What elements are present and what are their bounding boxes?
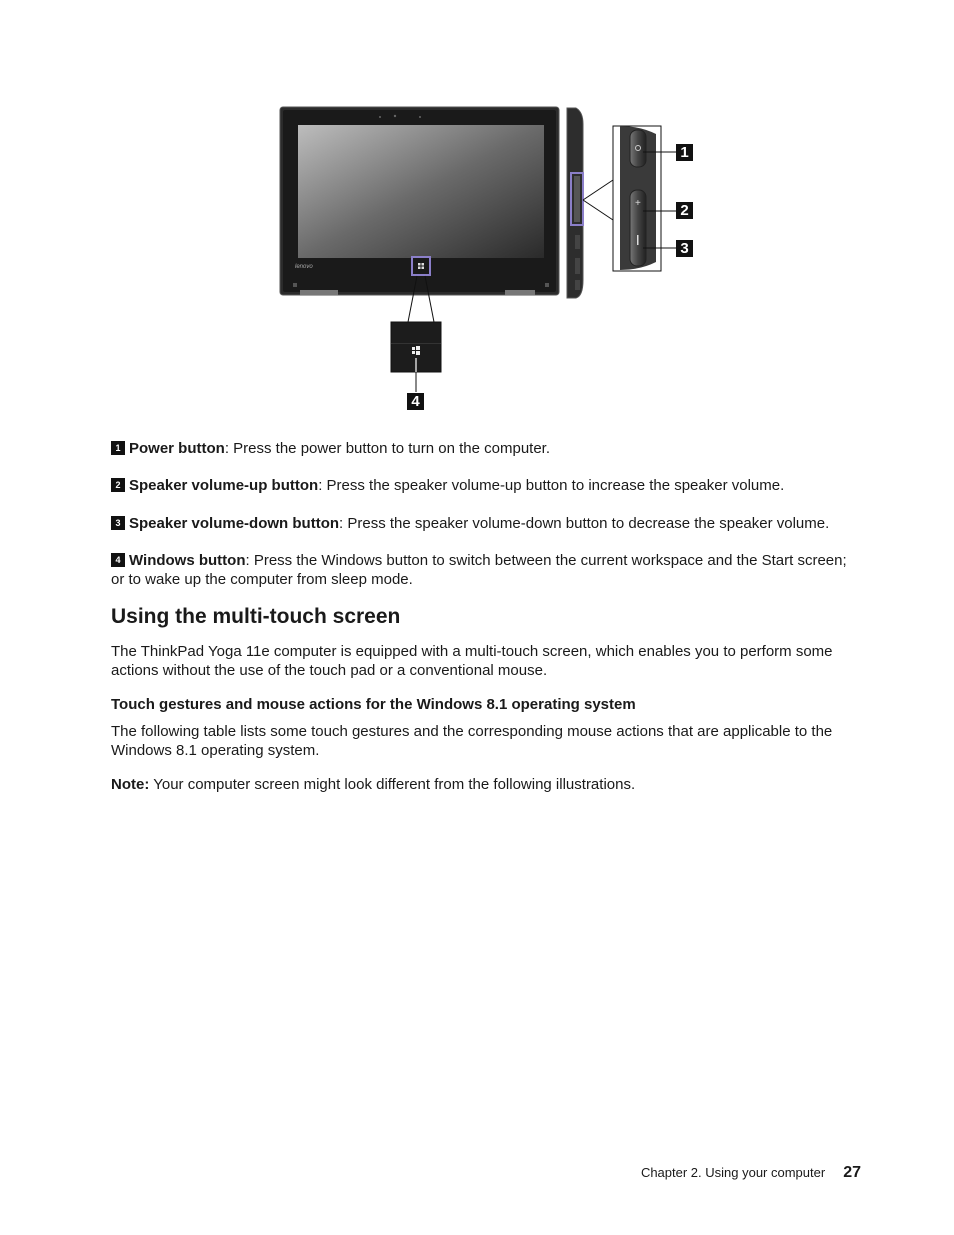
item-title: Speaker volume-down button (129, 515, 340, 532)
item-title: Power button (129, 440, 225, 457)
callout-2: 2 (676, 202, 693, 219)
power-button-illustration (630, 130, 646, 167)
note-text: Your computer screen might look different from the following illustrations. (149, 776, 636, 793)
tablet-front (280, 107, 559, 295)
windows-button-zoom (391, 322, 441, 392)
item-text: : Press the speaker volume-down button to decrease the speaker volume. (339, 515, 830, 532)
device-illustration (0, 0, 954, 420)
callout-4: 4 (407, 393, 424, 410)
item-title: Speaker volume-up button (129, 477, 319, 494)
item-badge: 3 (111, 516, 125, 530)
item-text: : Press the power button to turn on the computer. (224, 440, 551, 457)
item-text: : Press the speaker volume-up button to increase the speaker volume. (318, 477, 785, 494)
tablet-side (567, 108, 583, 298)
callout-3: 3 (676, 240, 693, 257)
item-volume-up-button (111, 476, 871, 495)
item-badge: 4 (111, 553, 125, 567)
side-buttons-zoom (613, 126, 676, 271)
minus-icon (637, 235, 639, 245)
section-heading: Using the multi-touch screen (111, 605, 401, 628)
note (111, 775, 871, 794)
section-intro: The ThinkPad Yoga 11e computer is equipped with a multi-touch screen, which enables you to perform some actions without the use of the touch pad or a conventional mouse. (111, 643, 833, 679)
item-text: : Press the Windows button to switch between the current workspace and the Start screen; or to wake up the computer from sleep mode. (111, 552, 847, 588)
note-label: Note: (111, 776, 150, 793)
device-figure (0, 0, 954, 420)
plus-icon: + (635, 198, 641, 209)
brand-logo: lenovo (295, 264, 313, 270)
item-volume-down-button (111, 514, 891, 533)
item-windows-button (111, 551, 851, 589)
item-title: Windows button (129, 552, 246, 569)
page-number: 27 (843, 1164, 861, 1181)
page-footer (641, 1164, 861, 1182)
chapter-label: Chapter 2. Using your computer (640, 1165, 826, 1180)
subsection-text: The following table lists some touch gestures and the corresponding mouse actions that are applicable to the Windows 8.1 operating system. (111, 723, 833, 759)
subsection-heading: Touch gestures and mouse actions for the Windows 8.1 operating system (111, 696, 636, 713)
item-badge: 1 (111, 441, 125, 455)
item-power-button (111, 439, 871, 458)
callout-1: 1 (676, 144, 693, 161)
item-badge: 2 (111, 478, 125, 492)
